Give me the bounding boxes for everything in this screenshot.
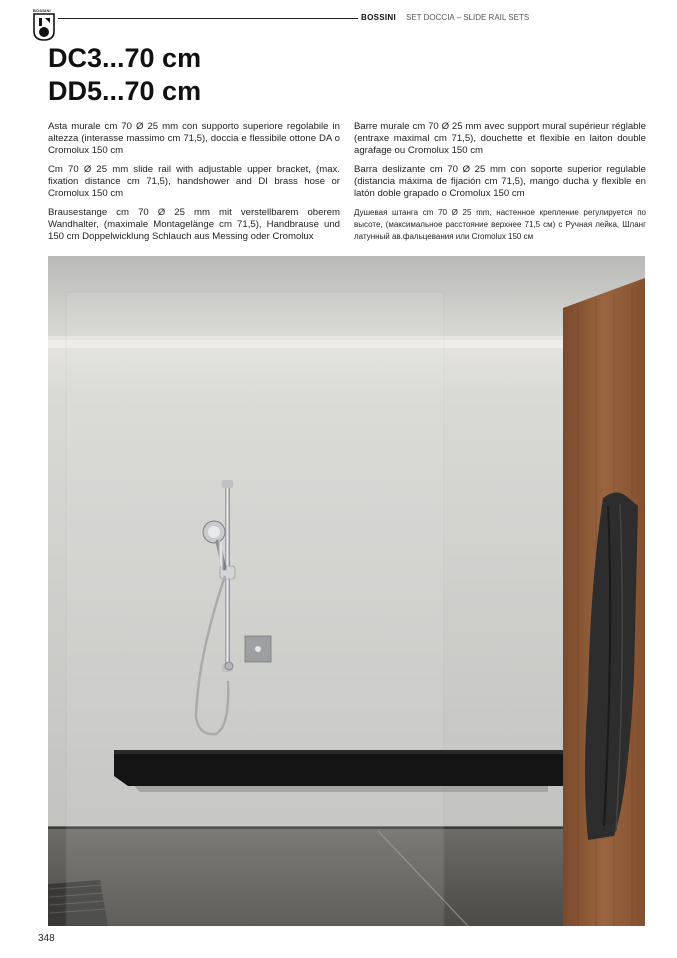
description-column-left	[48, 121, 340, 250]
description-russian: Душевая штанга cm 70 Ø 25 mm, настенное крепление регулируется по высоте, (максимальное расстояние верхнее 71,5 см) с Ручная лейка, Шланг латунный ав.фальцевания или Cromolux 150 см	[354, 208, 646, 241]
header-brand: BOSSINI	[361, 13, 396, 22]
shower-scene-illustration	[48, 256, 645, 926]
description-german: Brausestange cm 70 Ø 25 mm mit verstellbarem oberem Wandhalter, (maximale Montagelänge cm 71,5), Handbrause und 150 cm Doppelwicklung Schlauch aus Messing oder Cromolux	[48, 207, 340, 242]
description-french: Barre murale cm 70 Ø 25 mm avec support mural supérieur réglable (entraxe maximal cm 71,5), douchette et flexible en laiton double agrafage ou Cromolux 150 cm	[354, 121, 646, 156]
header-separator: –	[456, 13, 462, 22]
description-english: Cm 70 Ø 25 mm slide rail with adjustable upper bracket, (max. fixation distance cm 71,5), handshower and DI brass hose or Cromolux 150 cm	[48, 164, 340, 199]
header-section: SET DOCCIA	[406, 13, 455, 22]
header-rule	[58, 18, 358, 19]
product-photo	[48, 256, 645, 926]
description-italian: Asta murale cm 70 Ø 25 mm con supporto superiore regolabile in altezza (interasse massimo cm 71,5), doccia e flessibile ottone DA o Cromolux 150 cm	[48, 121, 340, 156]
header-subsection: SLIDE RAIL SETS	[463, 13, 530, 22]
running-header	[361, 12, 529, 24]
product-title	[48, 42, 201, 108]
logo-wordmark: BOSSINI	[33, 8, 51, 13]
title-line-1: DC3...70 cm	[48, 43, 202, 73]
description-column-right	[354, 121, 646, 250]
title-line-2: DD5...70 cm	[48, 76, 202, 106]
bossini-logo-icon	[33, 9, 55, 41]
page-number: 348	[38, 933, 55, 944]
description-spanish: Barra deslizante cm 70 Ø 25 mm con soporte superior regulable (distancia máxima de fijación cm 71,5), mango ducha y flexible en latón doble grapado o Cromolux 150 cm	[354, 164, 646, 199]
